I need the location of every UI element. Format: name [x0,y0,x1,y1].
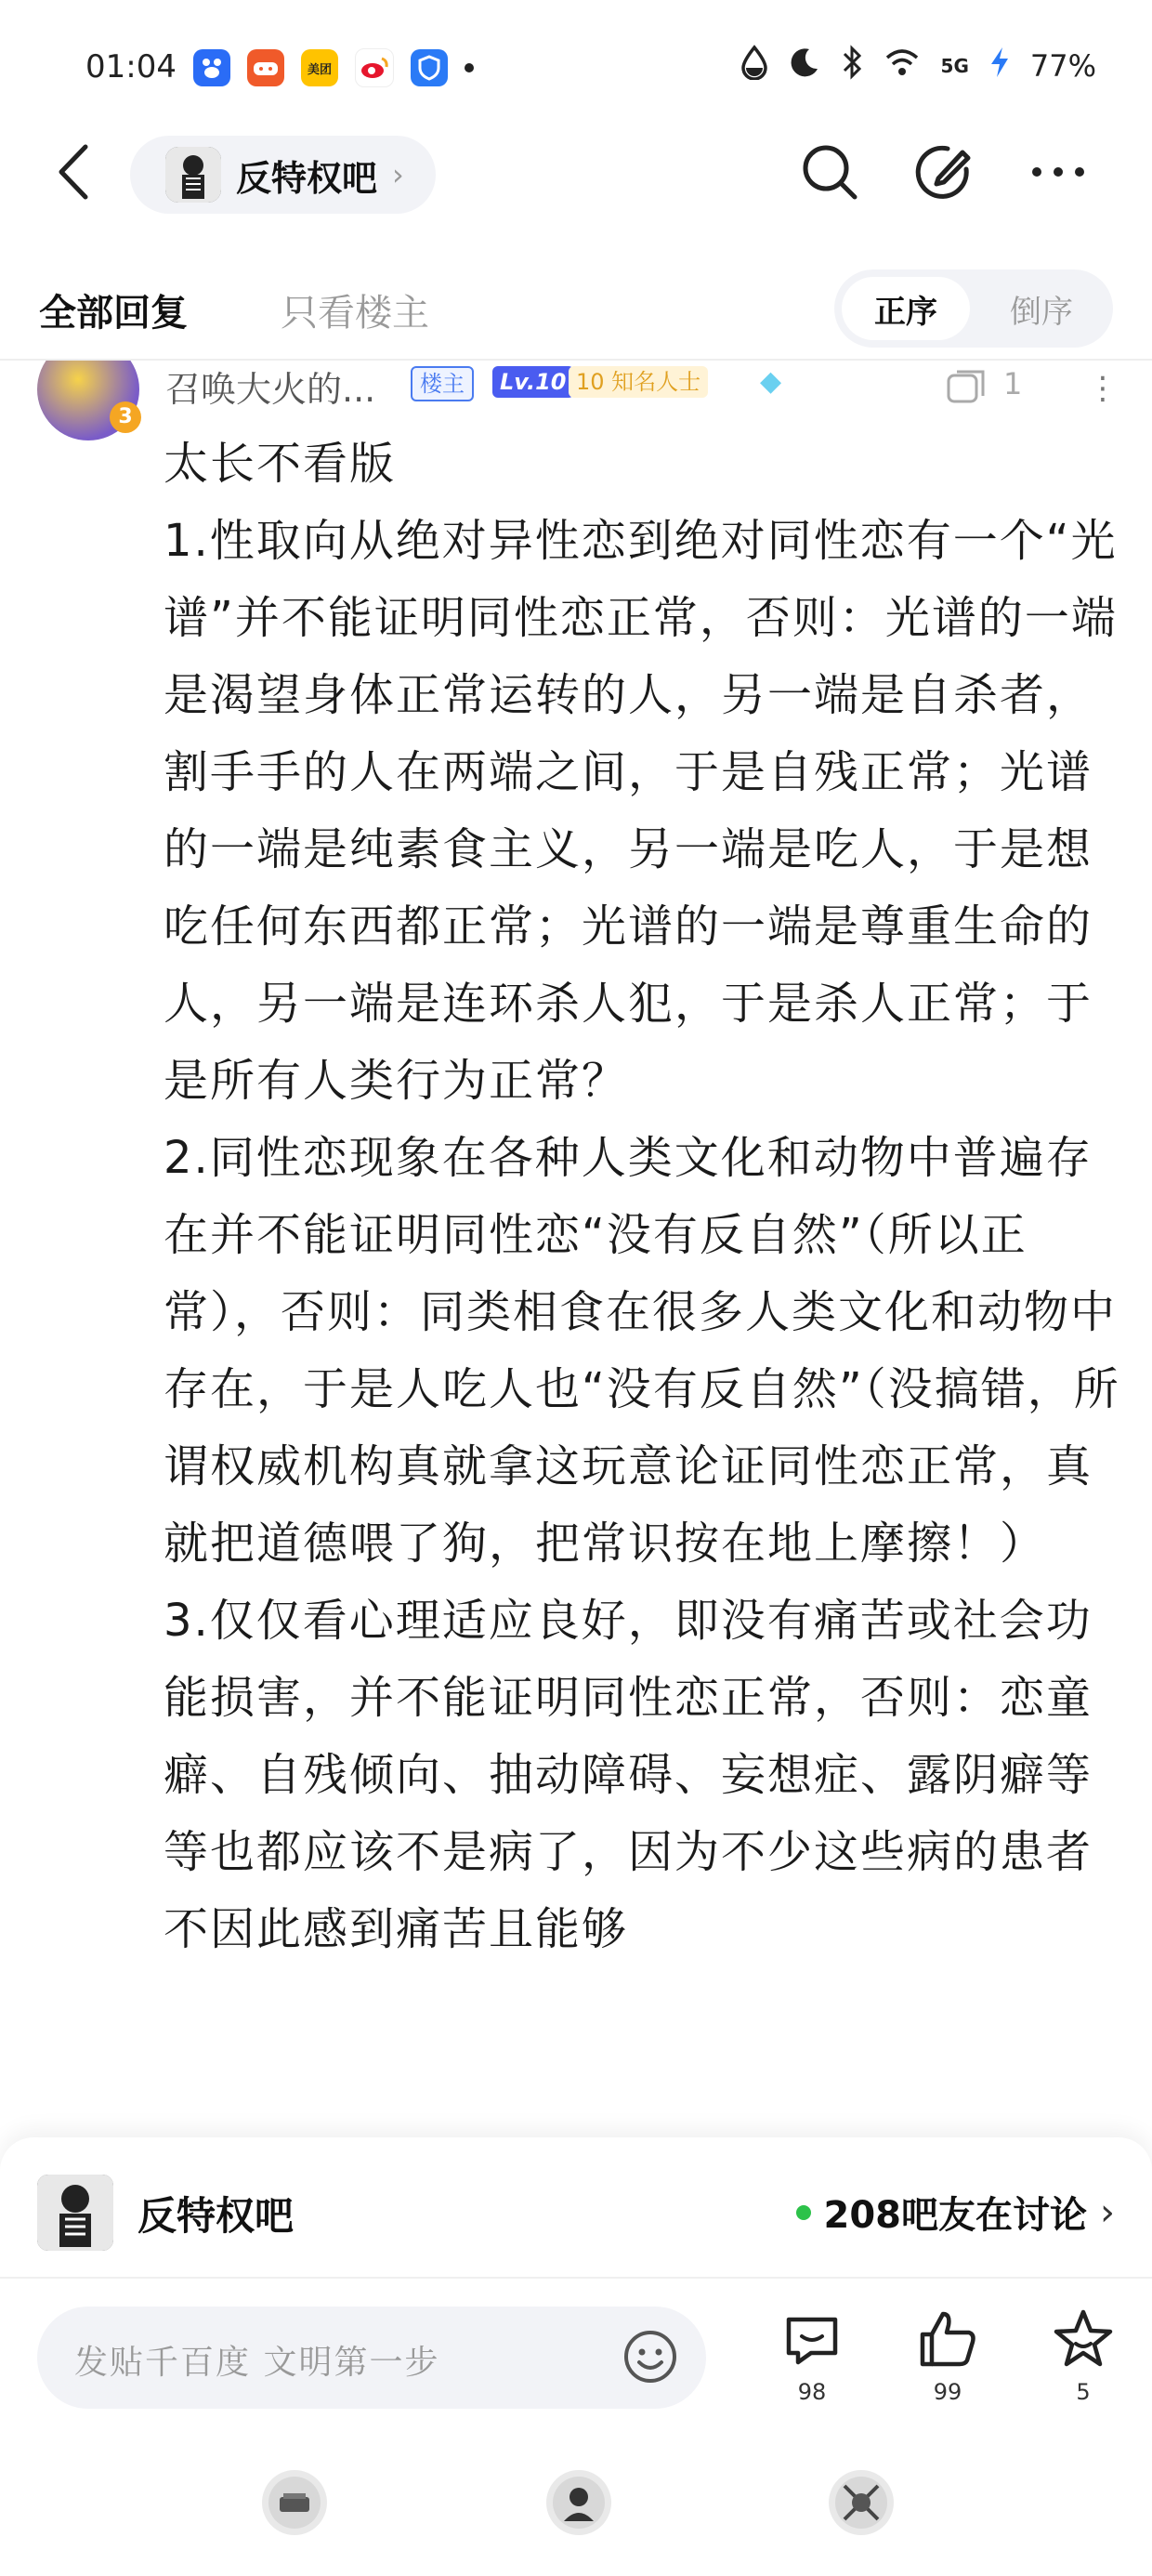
post-paragraph: 太长不看版 [164,438,397,490]
notification-icons [193,48,474,87]
search-button[interactable] [797,139,862,204]
comment-icon [779,2307,844,2372]
forum-chip[interactable] [130,136,436,214]
forum-name: 反特权吧 [236,157,378,199]
compose-bar [0,2279,1152,2464]
game-app-icon [247,49,284,86]
status-time: 01:04 [85,48,177,85]
forum-avatar [165,147,221,203]
comment-count: 98 [797,2379,827,2405]
chevron-right-icon: › [392,157,404,192]
sort-order-toggle [834,269,1113,348]
bottom-navigation [0,2464,1152,2576]
search-icon [797,139,862,204]
weibo-app-icon [355,48,394,87]
like-button[interactable] [910,2307,985,2405]
diamond-icon: ◆ [760,365,782,398]
online-dot-icon [796,2205,811,2220]
fame-badge: 10 知名人士 [569,366,708,398]
water-drop-icon [740,45,768,87]
floor-number: 1 [1003,366,1023,401]
emoji-icon[interactable] [621,2327,680,2386]
online-count-text: 208吧友在讨论 [823,2194,1087,2237]
reply-input-placeholder: 发贴千百度 文明第一步 [74,2344,440,2382]
post-paragraph: 1.性取向从绝对异性恋到绝对同性恋有一个“光谱”并不能证明同性恋正常，否则：光谱的一端是渴望身体正常运转的人，另一端是自杀者，割手手的人在两端之间，于是自残正常；光谱的一端是纯素食主义，另一端是吃人，于是想吃任何东西都正常；光谱的一端是尊重生命的人，另一端是连环杀人犯，于是杀人正常；于是所有人类行为正常？ [164,515,1118,1107]
nav-item-home[interactable] [262,2470,327,2535]
reply-filter-tabs [0,251,1152,362]
home-avatar-icon [267,2475,322,2530]
owner-badge: 楼主 [411,366,474,401]
nav-item-forum[interactable] [829,2470,894,2535]
comment-button[interactable] [775,2307,849,2405]
signal-5g-icon [941,55,969,77]
security-app-icon [411,49,448,86]
online-discussion[interactable] [796,2186,1116,2239]
forum-avatar-icon [833,2475,889,2530]
bluetooth-icon [841,45,863,87]
back-arrow-icon [48,139,104,204]
forum-avatar [37,2175,113,2251]
more-horizontal-icon [1026,139,1091,204]
wifi-icon [884,46,921,85]
charging-icon [989,46,1010,86]
favorite-count: 5 [1076,2379,1091,2405]
star-icon [1051,2307,1116,2372]
tab-all-replies[interactable]: 全部回复 [39,292,188,335]
post-more-icon[interactable]: ⋮ [1087,370,1119,407]
sort-asc-button[interactable]: 正序 [842,277,970,340]
post-paragraph: 2.同性恋现象在各种人类文化和动物中普遍存在并不能证明同性恋“没有反自然”（所以正常），否则：同类相食在很多人类文化和动物中存在，于是人吃人也“没有反自然”（没搞错，所谓权威机构真就拿这玩意论证同性恋正常，真就把道德喂了狗，把常识按在地上摩擦！） [164,1132,1120,1570]
author-name[interactable]: 召唤大火的... [165,369,376,410]
sort-desc-button[interactable]: 倒序 [1010,293,1073,331]
chevron-right-icon: › [1100,2190,1115,2234]
floor-icon [946,368,988,405]
forum-bar-name: 反特权吧 [137,2193,295,2239]
more-notifications-dot [465,63,474,72]
edit-icon [910,139,975,204]
battery-level: 77% [1029,48,1096,84]
post-content [164,426,1120,2140]
meituan-label: 美团 [307,62,332,77]
edit-button[interactable] [910,139,975,204]
reply-input[interactable] [37,2307,706,2409]
network-label: 5G [940,55,969,77]
thumbs-up-icon [915,2307,980,2372]
moon-icon [789,46,820,85]
back-button[interactable] [48,139,104,204]
meituan-app-icon [301,49,338,86]
favorite-button[interactable] [1046,2307,1120,2405]
profile-avatar-icon [551,2475,607,2530]
avatar[interactable] [37,361,139,440]
avatar-level-badge: 3 [110,401,141,433]
more-button[interactable] [1026,139,1091,204]
baidu-app-icon [193,49,230,86]
system-status-icons [740,45,1096,87]
like-count: 99 [933,2379,962,2405]
nav-item-profile[interactable] [546,2470,611,2535]
forum-info-bar[interactable] [0,2137,1152,2277]
post-paragraph: 3.仅仅看心理适应良好，即没有痛苦或社会功能损害，并不能证明同性恋正常，否则：恋童癖、自残倾向、抽动障碍、妄想症、露阴癖等等也都应该不是病了，因为不少这些病的患者不因此感到痛苦且能够 [164,1595,1093,1955]
status-bar [0,0,1152,139]
tab-owner-only[interactable]: 只看楼主 [281,292,429,335]
level-badge: Lv.10 [492,366,574,398]
